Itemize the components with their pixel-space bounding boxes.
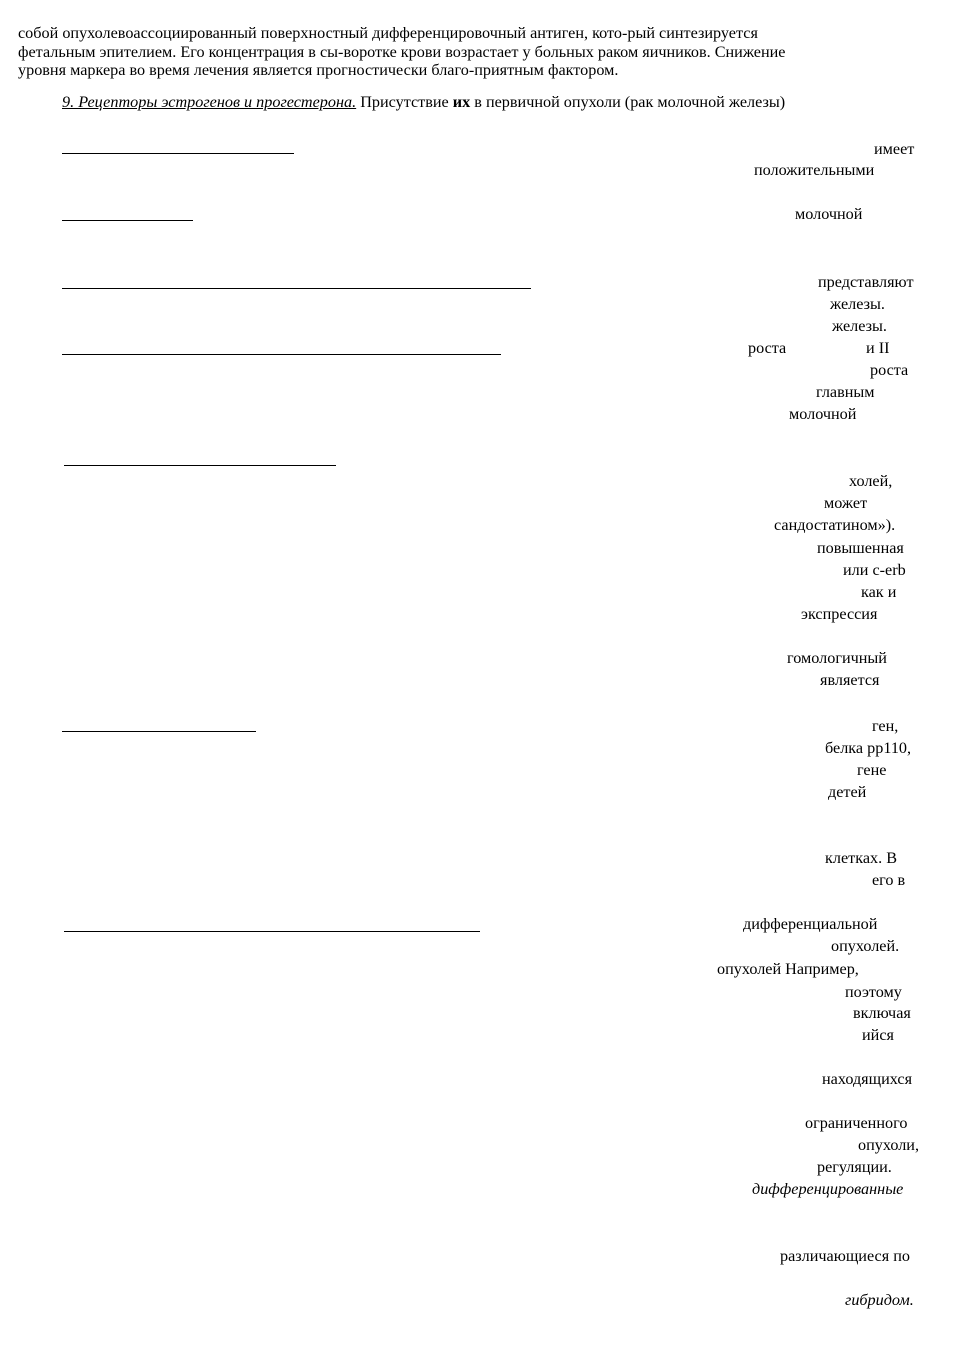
paragraph-line-1: собой опухолевоассоциированный поверхностный дифференцировочный антиген, кото-рый синтезируется	[18, 24, 758, 42]
text-fragment: представляют	[818, 273, 914, 291]
text-fragment: главным	[816, 383, 875, 401]
text-fragment-italic: дифференцированные	[752, 1180, 904, 1198]
text-fragment: опухоли,	[858, 1136, 919, 1154]
text-fragment: белка pp110,	[825, 739, 912, 757]
blank-line-2	[62, 220, 193, 221]
heading-text-before: Присутствие	[356, 93, 453, 111]
text-fragment: ген,	[872, 717, 899, 735]
text-fragment: и II	[866, 339, 890, 357]
text-fragment: экспрессия	[801, 605, 878, 623]
text-fragment: положительными	[754, 161, 875, 179]
text-fragment: молочной	[795, 205, 863, 223]
text-fragment: может	[824, 494, 868, 512]
heading-text-after: в первичной опухоли (рак молочной железы)	[470, 93, 786, 111]
blank-line-6	[62, 731, 256, 732]
text-fragment: клетках. В	[825, 849, 897, 867]
text-fragment: железы.	[830, 295, 885, 313]
blank-line-5	[64, 465, 336, 466]
text-fragment: регуляции.	[817, 1158, 892, 1176]
paragraph-line-2: фетальным эпителием. Его концентрация в сы-воротке крови возрастает у больных раком яичников. Снижение	[18, 42, 786, 61]
text-fragment: сандостатином»).	[774, 516, 896, 534]
text-fragment: ийся	[862, 1026, 894, 1044]
text-fragment: опухолей.	[831, 937, 900, 955]
text-fragment: опухолей Например,	[717, 960, 859, 978]
text-fragment: гомологичный	[787, 649, 887, 667]
text-fragment: холей,	[849, 472, 893, 490]
section-title: 9. Рецепторы эстрогенов и прогестерона.	[62, 93, 357, 111]
text-fragment: находящихся	[822, 1070, 913, 1088]
text-fragment: ограниченного	[805, 1114, 908, 1132]
text-fragment: включая	[853, 1004, 911, 1022]
text-fragment: является	[820, 671, 880, 689]
heading-bold-word: их	[452, 93, 471, 111]
blank-line-3	[62, 288, 531, 289]
text-fragment: его в	[872, 871, 906, 889]
text-fragment-italic: гибридом.	[845, 1291, 914, 1309]
blank-line-7	[64, 931, 480, 932]
body-paragraph	[18, 24, 943, 80]
text-fragment: роста	[870, 361, 909, 379]
section-heading-line	[62, 93, 785, 112]
text-fragment: как и	[861, 583, 897, 601]
text-fragment: или c-erb	[843, 561, 906, 579]
text-fragment: железы.	[832, 317, 887, 335]
text-fragment: повышенная	[817, 539, 904, 557]
blank-line-1	[62, 153, 294, 154]
blank-line-4	[62, 354, 501, 355]
text-fragment: поэтому	[845, 983, 902, 1001]
text-fragment: молочной	[789, 405, 857, 423]
text-fragment: детей	[828, 783, 867, 801]
text-fragment: гене	[857, 761, 887, 779]
paragraph-line-3: уровня маркера во время лечения является прогностически благо-приятным фактором.	[18, 61, 619, 80]
text-fragment: дифференциальной	[743, 915, 878, 933]
text-fragment: различающиеся по	[780, 1247, 910, 1265]
text-fragment: роста	[748, 339, 787, 357]
text-fragment: имеет	[874, 140, 915, 158]
